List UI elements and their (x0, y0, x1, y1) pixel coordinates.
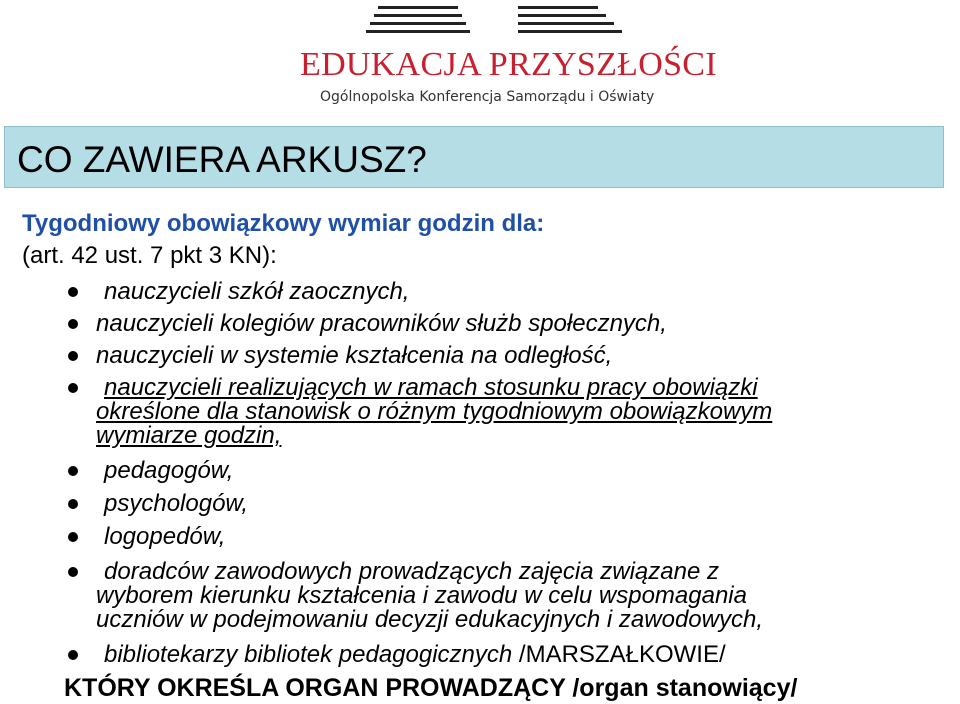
title-banner (4, 126, 944, 188)
list-item-text (96, 643, 956, 667)
logo-subtitle: Ogólnopolska Konferencja Samorządu i Oświaty (320, 89, 655, 105)
logo-title: EDUKACJA PRZYSZŁOŚCI (300, 46, 717, 83)
list-item-text: nauczycieli realizujących w ramach stosunku pracy obowiązki określone dla stanowisk o różnym tygodniowym obowiązkowym wymiarze godzin, (96, 374, 773, 449)
bullet-icon (68, 383, 78, 393)
list-item-text: nauczycieli w systemie kształcenia na odległość, (96, 342, 613, 369)
footer-note: KTÓRY OKREŚLA ORGAN PROWADZĄCY /organ stanowiący/ (64, 674, 798, 702)
list-item-text: logopedów, (104, 523, 226, 550)
section-heading: Tygodniowy obowiązkowy wymiar godzin dla: (22, 210, 545, 237)
list-item-normal-part: /MARSZAŁKOWIE/ (512, 641, 726, 668)
bullet-icon (68, 499, 78, 509)
conference-logo (300, 0, 720, 112)
bullet-icon (68, 319, 78, 329)
bullet-icon (68, 567, 78, 577)
list-item-text: nauczycieli kolegiów pracowników służb społecznych, (96, 310, 667, 337)
bullet-icon (68, 287, 78, 297)
slide-title: CO ZAWIERA ARKUSZ? (17, 139, 427, 180)
bullet-icon (68, 532, 78, 542)
bullet-icon (68, 466, 78, 476)
list-item-text: doradców zawodowych prowadzących zajęcia związane z wyborem kierunku kształcenia i zawodu w celu wspomagania uczniów w podejmowaniu decyzji edukacyjnych i zawodowych, (96, 558, 763, 633)
list-item-text: pedagogów, (104, 457, 234, 484)
list-item-italic-part: bibliotekarzy bibliotek pedagogicznych (104, 641, 513, 668)
list-item-text: nauczycieli szkół zaocznych, (104, 278, 410, 305)
list-item-text: psychologów, (104, 490, 249, 517)
bullet-icon (68, 351, 78, 361)
bullet-icon (68, 650, 78, 660)
legal-reference: (art. 42 ust. 7 pkt 3 KN): (22, 242, 277, 269)
